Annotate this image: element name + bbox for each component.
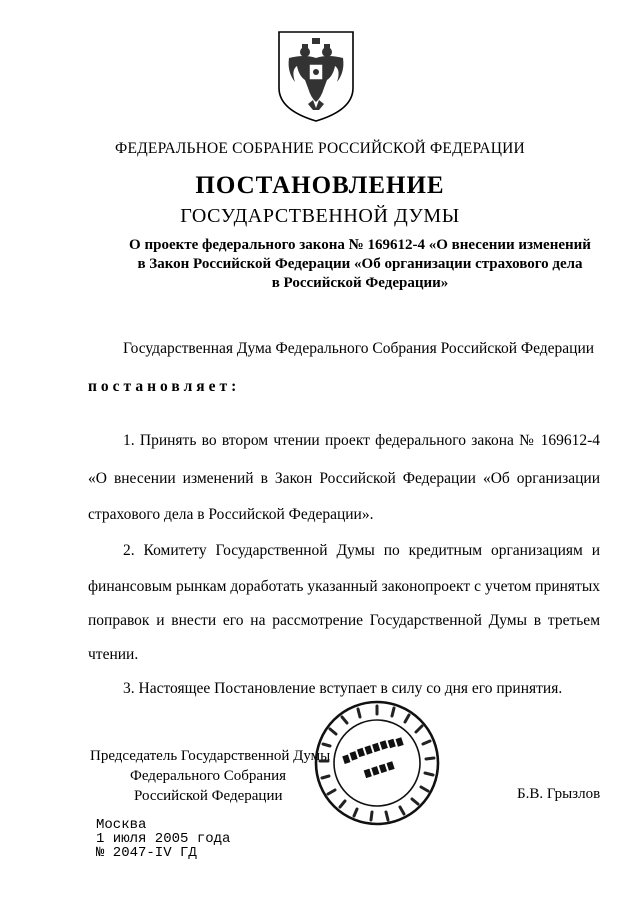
footer-city: Москва	[96, 817, 147, 833]
document-subject	[110, 236, 610, 293]
preamble: Государственная Дума Федерального Собрания Российской Федерации	[123, 340, 595, 357]
item2-line: поправок и внести его на рассмотрение Государственной Думы в третьем	[88, 612, 600, 629]
document-type: ПОСТАНОВЛЕНИЕ	[195, 172, 445, 199]
office-seal-stamp	[312, 698, 442, 828]
enacts-word: постановляет:	[88, 378, 241, 395]
subject-line: О проекте федерального закона № 169612-4 «О внесении изменений	[129, 237, 591, 253]
subject-line: в Российской Федерации»	[271, 275, 449, 291]
item3: 3. Настоящее Постановление вступает в силу со дня его принятия.	[123, 680, 563, 697]
item2-line: чтении.	[88, 646, 139, 663]
footer-date: 1 июля 2005 года	[96, 831, 231, 847]
subject-line: в Закон Российской Федерации «Об организации страхового дела	[137, 256, 583, 272]
signatory-title-line: Российской Федерации	[134, 788, 283, 804]
signatory-title-line: Федерального Собрания	[130, 768, 287, 784]
item2-line: 2. Комитету Государственной Думы по кредитным организациям и	[123, 542, 600, 559]
signatory-title-line: Председатель Государственной Думы	[90, 748, 331, 764]
organization-name: ФЕДЕРАЛЬНОЕ СОБРАНИЕ РОССИЙСКОЙ ФЕДЕРАЦИИ	[115, 140, 525, 157]
item1-line: 1. Принять во втором чтении проект федерального закона № 169612-4	[123, 432, 600, 449]
state-emblem-icon	[275, 28, 357, 124]
footer-number: № 2047-IV ГД	[96, 845, 197, 861]
item1-line: «О внесении изменений в Закон Российской Федерации «Об организации	[88, 470, 600, 487]
item2-line: финансовым рынкам доработать указанный законопроект с учетом принятых	[88, 578, 600, 595]
signatory-name: Б.В. Грызлов	[517, 786, 601, 802]
document-issuer: ГОСУДАРСТВЕННОЙ ДУМЫ	[180, 205, 460, 227]
item1-line: страхового дела в Российской Федерации».	[88, 506, 374, 523]
